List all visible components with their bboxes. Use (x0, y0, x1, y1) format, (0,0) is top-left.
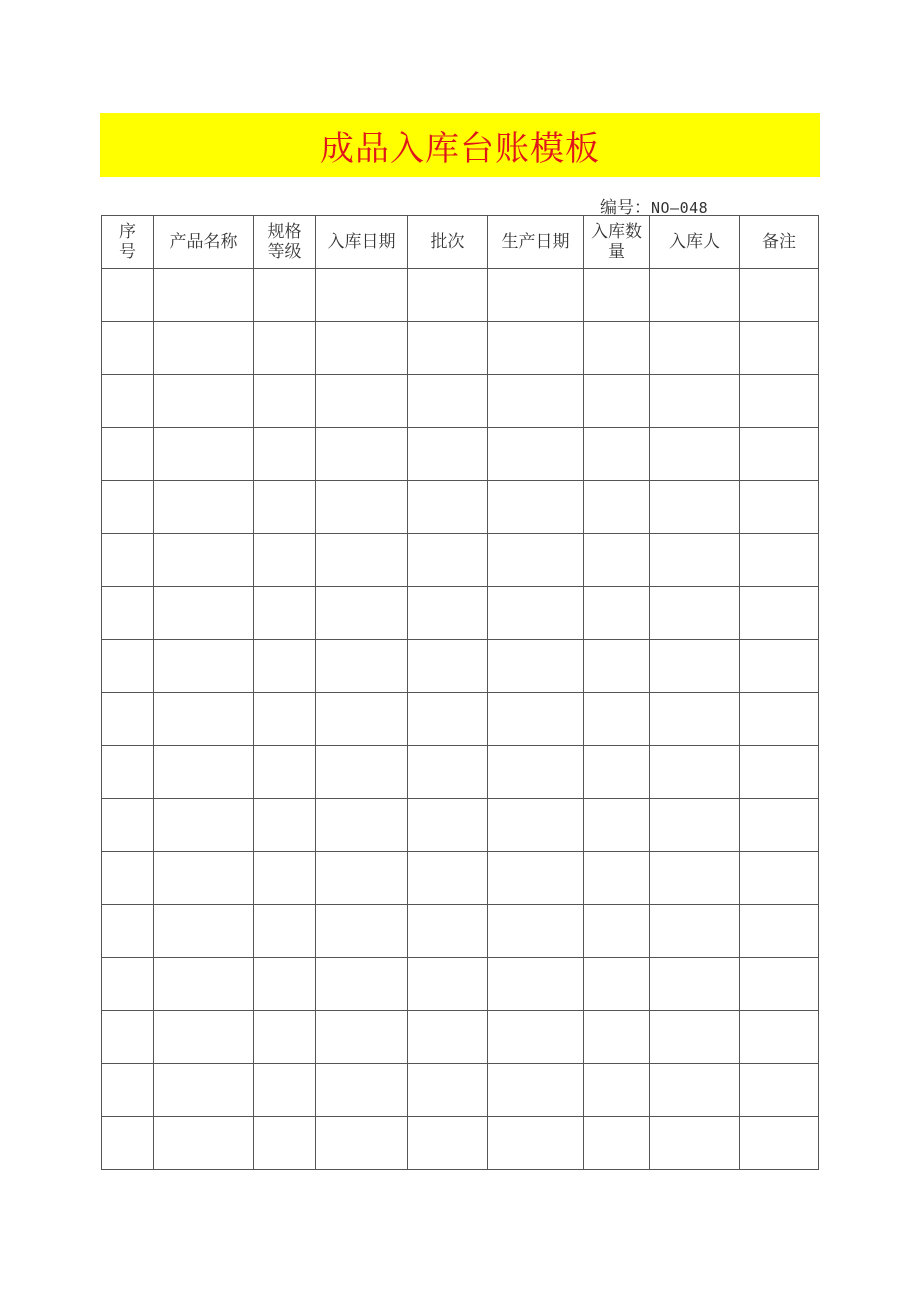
table-cell-seq[interactable] (102, 534, 154, 587)
table-cell-spec-grade[interactable] (254, 640, 316, 693)
table-cell-receiver[interactable] (650, 587, 740, 640)
table-cell-in-qty[interactable] (584, 1117, 650, 1170)
table-header-row (102, 216, 819, 269)
table-cell-receiver[interactable] (650, 269, 740, 322)
table-cell-in-date[interactable] (316, 1064, 408, 1117)
table-row (102, 269, 819, 322)
table-cell-product-name[interactable] (154, 534, 254, 587)
table-cell-in-date[interactable] (316, 428, 408, 481)
table-cell-in-date[interactable] (316, 746, 408, 799)
table-cell-spec-grade[interactable] (254, 587, 316, 640)
table-cell-prod-date[interactable] (488, 1011, 584, 1064)
table-cell-in-qty[interactable] (584, 587, 650, 640)
table-cell-prod-date[interactable] (488, 693, 584, 746)
table-cell-remark[interactable] (740, 852, 819, 905)
table-cell-batch[interactable] (408, 1064, 488, 1117)
table-cell-in-qty[interactable] (584, 799, 650, 852)
table-cell-receiver[interactable] (650, 1117, 740, 1170)
table-cell-spec-grade[interactable] (254, 428, 316, 481)
table-cell-batch[interactable] (408, 1011, 488, 1064)
table-row (102, 428, 819, 481)
table-cell-prod-date[interactable] (488, 587, 584, 640)
column-header-product-name: 产品名称 (154, 216, 254, 269)
table-cell-in-date[interactable] (316, 481, 408, 534)
table-cell-in-date[interactable] (316, 799, 408, 852)
table-cell-receiver[interactable] (650, 799, 740, 852)
table-cell-spec-grade[interactable] (254, 799, 316, 852)
table-cell-in-date[interactable] (316, 1117, 408, 1170)
table-cell-batch[interactable] (408, 640, 488, 693)
table-cell-prod-date[interactable] (488, 428, 584, 481)
table-cell-remark[interactable] (740, 746, 819, 799)
table-cell-spec-grade[interactable] (254, 1011, 316, 1064)
column-header-prod-date: 生产日期 (488, 216, 584, 269)
table-cell-in-qty[interactable] (584, 905, 650, 958)
table-cell-in-qty[interactable] (584, 534, 650, 587)
table-cell-seq[interactable] (102, 428, 154, 481)
table-cell-batch[interactable] (408, 322, 488, 375)
table-row (102, 746, 819, 799)
table-cell-batch[interactable] (408, 481, 488, 534)
table-cell-seq[interactable] (102, 958, 154, 1011)
table-row (102, 958, 819, 1011)
table-cell-prod-date[interactable] (488, 746, 584, 799)
table-cell-batch[interactable] (408, 534, 488, 587)
table-cell-spec-grade[interactable] (254, 905, 316, 958)
table-row (102, 693, 819, 746)
table-cell-batch[interactable] (408, 1117, 488, 1170)
table-cell-product-name[interactable] (154, 1064, 254, 1117)
table-cell-batch[interactable] (408, 799, 488, 852)
column-header-in-qty: 入库数量 (584, 216, 650, 269)
table-row (102, 640, 819, 693)
table-cell-remark[interactable] (740, 905, 819, 958)
table-cell-receiver[interactable] (650, 534, 740, 587)
table-cell-in-qty[interactable] (584, 958, 650, 1011)
table-cell-batch[interactable] (408, 587, 488, 640)
table-cell-receiver[interactable] (650, 905, 740, 958)
table-cell-receiver[interactable] (650, 852, 740, 905)
table-cell-product-name[interactable] (154, 746, 254, 799)
table-cell-prod-date[interactable] (488, 322, 584, 375)
table-cell-receiver[interactable] (650, 958, 740, 1011)
table-cell-product-name[interactable] (154, 375, 254, 428)
table-cell-spec-grade[interactable] (254, 1064, 316, 1117)
table-cell-spec-grade[interactable] (254, 375, 316, 428)
table-cell-seq[interactable] (102, 799, 154, 852)
table-cell-in-date[interactable] (316, 852, 408, 905)
table-cell-in-qty[interactable] (584, 375, 650, 428)
table-cell-spec-grade[interactable] (254, 1117, 316, 1170)
table-cell-in-date[interactable] (316, 269, 408, 322)
table-cell-product-name[interactable] (154, 322, 254, 375)
table-cell-in-qty[interactable] (584, 269, 650, 322)
table-cell-in-date[interactable] (316, 905, 408, 958)
table-row (102, 481, 819, 534)
table-cell-spec-grade[interactable] (254, 322, 316, 375)
table-cell-batch[interactable] (408, 746, 488, 799)
table-cell-receiver[interactable] (650, 693, 740, 746)
table-cell-remark[interactable] (740, 799, 819, 852)
table-cell-in-qty[interactable] (584, 693, 650, 746)
column-header-spec-grade: 规格等级 (254, 216, 316, 269)
table-cell-product-name[interactable] (154, 640, 254, 693)
table-cell-seq[interactable] (102, 905, 154, 958)
table-cell-in-qty[interactable] (584, 746, 650, 799)
title-banner (100, 113, 820, 177)
table-cell-prod-date[interactable] (488, 534, 584, 587)
table-cell-product-name[interactable] (154, 905, 254, 958)
table-cell-receiver[interactable] (650, 1064, 740, 1117)
table-cell-in-date[interactable] (316, 322, 408, 375)
table-cell-in-date[interactable] (316, 1011, 408, 1064)
table-row (102, 905, 819, 958)
table-cell-receiver[interactable] (650, 375, 740, 428)
table-cell-seq[interactable] (102, 640, 154, 693)
table-cell-batch[interactable] (408, 428, 488, 481)
table-cell-seq[interactable] (102, 1064, 154, 1117)
table-cell-receiver[interactable] (650, 322, 740, 375)
column-header-in-date: 入库日期 (316, 216, 408, 269)
table-row (102, 1011, 819, 1064)
table-cell-prod-date[interactable] (488, 481, 584, 534)
inventory-ledger-table (101, 215, 819, 1170)
table-cell-seq[interactable] (102, 481, 154, 534)
table-cell-in-date[interactable] (316, 587, 408, 640)
table-cell-in-date[interactable] (316, 534, 408, 587)
table-cell-seq[interactable] (102, 587, 154, 640)
table-cell-spec-grade[interactable] (254, 852, 316, 905)
table-cell-remark[interactable] (740, 1011, 819, 1064)
table-cell-seq[interactable] (102, 1011, 154, 1064)
table-cell-in-qty[interactable] (584, 481, 650, 534)
table-cell-seq[interactable] (102, 322, 154, 375)
table-cell-seq[interactable] (102, 746, 154, 799)
table-cell-spec-grade[interactable] (254, 746, 316, 799)
table-cell-product-name[interactable] (154, 1117, 254, 1170)
table-cell-in-date[interactable] (316, 958, 408, 1011)
table-cell-batch[interactable] (408, 958, 488, 1011)
table-row (102, 322, 819, 375)
table-cell-product-name[interactable] (154, 269, 254, 322)
table-cell-remark[interactable] (740, 269, 819, 322)
table-cell-remark[interactable] (740, 1064, 819, 1117)
column-header-remark: 备注 (740, 216, 819, 269)
table-cell-in-qty[interactable] (584, 1011, 650, 1064)
table-cell-batch[interactable] (408, 375, 488, 428)
table-cell-spec-grade[interactable] (254, 958, 316, 1011)
table-cell-remark[interactable] (740, 958, 819, 1011)
table-cell-product-name[interactable] (154, 852, 254, 905)
table-cell-seq[interactable] (102, 693, 154, 746)
table-cell-product-name[interactable] (154, 799, 254, 852)
table-cell-remark[interactable] (740, 587, 819, 640)
table-cell-remark[interactable] (740, 481, 819, 534)
table-cell-in-date[interactable] (316, 375, 408, 428)
table-cell-spec-grade[interactable] (254, 693, 316, 746)
table-row (102, 1117, 819, 1170)
table-cell-prod-date[interactable] (488, 1064, 584, 1117)
document-number-value: NO—048 (651, 199, 709, 217)
column-header-batch: 批次 (408, 216, 488, 269)
table-cell-product-name[interactable] (154, 481, 254, 534)
table-cell-product-name[interactable] (154, 693, 254, 746)
table-cell-prod-date[interactable] (488, 269, 584, 322)
table-row (102, 534, 819, 587)
table-cell-product-name[interactable] (154, 587, 254, 640)
table-cell-prod-date[interactable] (488, 905, 584, 958)
table-row (102, 587, 819, 640)
table-cell-prod-date[interactable] (488, 1117, 584, 1170)
table-cell-remark[interactable] (740, 534, 819, 587)
table-cell-seq[interactable] (102, 269, 154, 322)
table-cell-product-name[interactable] (154, 428, 254, 481)
column-header-receiver: 入库人 (650, 216, 740, 269)
table-cell-receiver[interactable] (650, 640, 740, 693)
table-cell-receiver[interactable] (650, 746, 740, 799)
table-row (102, 375, 819, 428)
table-cell-spec-grade[interactable] (254, 534, 316, 587)
table-cell-prod-date[interactable] (488, 799, 584, 852)
table-cell-batch[interactable] (408, 905, 488, 958)
page-title: 成品入库台账模板 (320, 128, 600, 169)
table-cell-in-date[interactable] (316, 693, 408, 746)
table-cell-receiver[interactable] (650, 481, 740, 534)
table-cell-in-qty[interactable] (584, 322, 650, 375)
table-cell-batch[interactable] (408, 269, 488, 322)
table-cell-remark[interactable] (740, 375, 819, 428)
table-row (102, 1064, 819, 1117)
table-cell-batch[interactable] (408, 693, 488, 746)
table-cell-prod-date[interactable] (488, 958, 584, 1011)
table-cell-in-qty[interactable] (584, 852, 650, 905)
table-cell-receiver[interactable] (650, 1011, 740, 1064)
table-cell-batch[interactable] (408, 852, 488, 905)
table-cell-prod-date[interactable] (488, 852, 584, 905)
table-cell-seq[interactable] (102, 375, 154, 428)
document-number-label: 编号： (600, 198, 651, 218)
table-cell-product-name[interactable] (154, 958, 254, 1011)
table-row (102, 852, 819, 905)
table-cell-product-name[interactable] (154, 1011, 254, 1064)
table-cell-seq[interactable] (102, 852, 154, 905)
table-cell-in-date[interactable] (316, 640, 408, 693)
table-cell-spec-grade[interactable] (254, 269, 316, 322)
table-cell-prod-date[interactable] (488, 640, 584, 693)
table-cell-remark[interactable] (740, 322, 819, 375)
table-cell-remark[interactable] (740, 428, 819, 481)
table-cell-remark[interactable] (740, 693, 819, 746)
table-cell-spec-grade[interactable] (254, 481, 316, 534)
table-cell-remark[interactable] (740, 640, 819, 693)
column-header-seq: 序号 (102, 216, 154, 269)
table-cell-seq[interactable] (102, 1117, 154, 1170)
table-cell-prod-date[interactable] (488, 375, 584, 428)
table-cell-in-qty[interactable] (584, 1064, 650, 1117)
table-cell-in-qty[interactable] (584, 428, 650, 481)
table-cell-receiver[interactable] (650, 428, 740, 481)
table-cell-remark[interactable] (740, 1117, 819, 1170)
table-cell-in-qty[interactable] (584, 640, 650, 693)
table-row (102, 799, 819, 852)
